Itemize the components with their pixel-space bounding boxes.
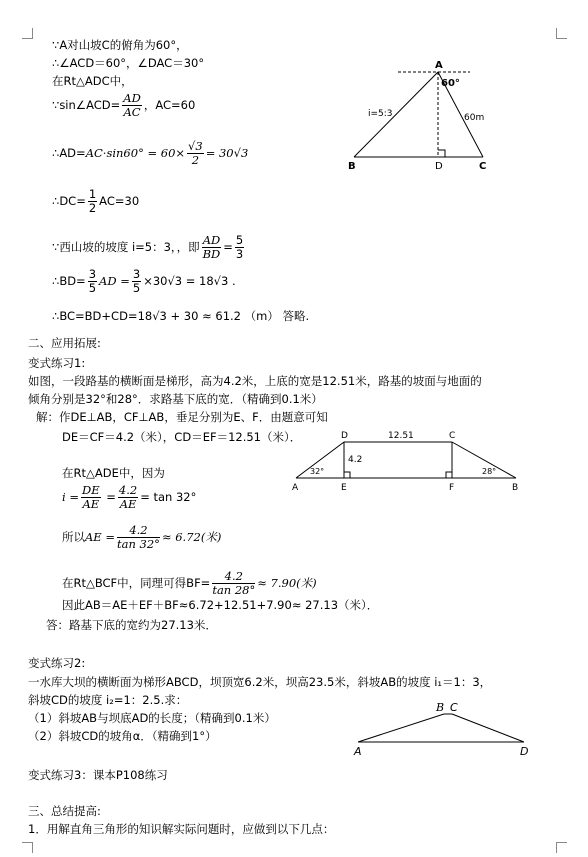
label-E: E bbox=[341, 483, 347, 493]
eq-text: 所以 bbox=[62, 530, 85, 544]
fraction bbox=[81, 484, 101, 511]
text-line: 解：作DE⊥AB，CF⊥AB，垂足分别为E、F．由题意可知 bbox=[36, 410, 328, 424]
text-line: ∴∠ACD＝60°，∠DAC＝30° bbox=[52, 56, 205, 70]
question-text: 如图，一段路基的横断面是梯形，高为4.2米，上底的宽是12.51米，路基的坡面与地面的 bbox=[28, 374, 482, 388]
fraction bbox=[235, 234, 244, 261]
eq-text: AC=30 bbox=[99, 194, 140, 208]
corner-mark-top-left bbox=[22, 28, 33, 39]
label-C: C bbox=[479, 161, 487, 172]
figure-dam-trapezoid bbox=[350, 700, 540, 760]
numerator: 4.2 bbox=[212, 570, 255, 584]
numerator: 1 bbox=[88, 187, 97, 201]
right-angle-mark bbox=[438, 150, 445, 157]
text-line: 在Rt△ADC中， bbox=[52, 74, 133, 88]
text-line: 在Rt△ADE中，因为 bbox=[62, 466, 165, 480]
equation-line bbox=[62, 524, 221, 551]
corner-mark-bottom-right bbox=[556, 842, 567, 853]
eq-text: ∵sin∠ACD= bbox=[52, 98, 121, 112]
label-A: A bbox=[435, 60, 443, 71]
denominator: 2 bbox=[191, 153, 200, 167]
label-D: D bbox=[341, 431, 348, 441]
text-line: 1．用解直角三角形的知识解实际问题时，应做到以下几点： bbox=[28, 822, 335, 836]
numerator: 3 bbox=[132, 267, 141, 281]
text-line: 答：路基下底的宽约为27.13米． bbox=[46, 618, 217, 632]
eq-text: ∴BD= bbox=[52, 274, 86, 288]
right-angle-mark bbox=[446, 472, 452, 478]
label-angle-32: 32° bbox=[310, 467, 325, 476]
denominator: AE bbox=[119, 497, 137, 511]
corner-mark-top-right bbox=[556, 28, 567, 39]
figure-trapezoid-road bbox=[288, 428, 528, 498]
text-line bbox=[28, 374, 482, 388]
label-D: D bbox=[520, 745, 529, 758]
eq-text: ∴DC= bbox=[52, 194, 86, 208]
fraction bbox=[88, 188, 97, 215]
fraction bbox=[117, 524, 160, 551]
text-line: DE＝CF＝4.2（米），CD＝EF＝12.51（米）． bbox=[62, 430, 302, 444]
numerator: 4.2 bbox=[118, 483, 138, 497]
eq-text: ∵西山坡的坡度 i=5：3，，即 bbox=[52, 240, 200, 254]
label-A: A bbox=[292, 483, 299, 493]
fraction bbox=[132, 268, 141, 295]
equation-line: i = $\frac{DE}{AE}$ = $\frac{4.2}{AE}$ = tan 32° bbox=[62, 483, 197, 511]
text-line: 倾角分别是32°和28°．求路基下底的宽．（精确到0.1米） bbox=[28, 392, 323, 406]
label-angle: 60° bbox=[441, 78, 460, 89]
exercise-title: 变式练习1: bbox=[28, 356, 86, 370]
fraction bbox=[122, 92, 142, 119]
label-B: B bbox=[348, 161, 356, 172]
fraction bbox=[187, 140, 204, 167]
eq-text: ，AC=60 bbox=[143, 98, 196, 112]
numerator: DE bbox=[81, 483, 100, 497]
denominator: 2 bbox=[88, 201, 97, 215]
side-ab bbox=[354, 72, 438, 157]
equation-line bbox=[52, 268, 236, 295]
eq-text: AD = bbox=[99, 274, 130, 288]
label-slope: i=5:3 bbox=[368, 109, 393, 119]
label-angle-28: 28° bbox=[482, 467, 497, 476]
label-C: C bbox=[449, 431, 456, 441]
right-angle-mark bbox=[344, 472, 350, 478]
eq-text: AE = bbox=[85, 530, 115, 544]
label-A: A bbox=[354, 745, 362, 758]
side-ab bbox=[358, 714, 444, 742]
text-line: ∵A对山坡C的俯角为60°， bbox=[52, 38, 188, 52]
eq-text: i = bbox=[62, 490, 79, 504]
label-top-width: 12.51 bbox=[388, 431, 414, 441]
eq-text: ≈ 6.72(米) bbox=[161, 530, 222, 544]
denominator: 5 bbox=[132, 281, 141, 295]
fraction bbox=[202, 234, 222, 261]
eq-text: = 30√3 bbox=[205, 146, 249, 160]
denominator: AE bbox=[82, 497, 100, 511]
numerator: AD bbox=[202, 233, 221, 247]
equation-line bbox=[52, 234, 246, 261]
numerator: 4.2 bbox=[117, 524, 160, 538]
numerator: 3 bbox=[88, 267, 97, 281]
figure-triangle-slope bbox=[340, 56, 520, 176]
label-length: 60m bbox=[464, 113, 485, 123]
denominator: 5 bbox=[88, 281, 97, 295]
denominator: tan 32° bbox=[117, 537, 160, 551]
fraction bbox=[118, 484, 138, 511]
label-height: 4.2 bbox=[348, 455, 363, 465]
side-cd bbox=[452, 714, 524, 742]
equation-line bbox=[52, 188, 139, 215]
section-heading: 二、应用拓展: bbox=[28, 336, 101, 350]
label-F: F bbox=[449, 483, 455, 493]
denominator: tan 28° bbox=[212, 583, 256, 597]
equation-line bbox=[52, 140, 248, 167]
numerator: AD bbox=[123, 91, 141, 105]
text-line: （2）斜坡CD的坡角α．（精确到1°） bbox=[28, 729, 217, 743]
text-line: ∴BC=BD+CD=18√3 + 30 ≈ 61.2 （m） 答略. bbox=[52, 309, 310, 323]
numerator: √3 bbox=[188, 139, 203, 153]
label-B: B bbox=[512, 483, 519, 493]
eq-text: = bbox=[223, 240, 233, 254]
denominator: 3 bbox=[235, 247, 244, 261]
label-C: C bbox=[450, 701, 458, 714]
denominator: BD bbox=[202, 247, 221, 261]
label-D: D bbox=[435, 161, 443, 172]
eq-text: AC·sin60° = 60× bbox=[85, 146, 186, 160]
section-heading: 三、总结提高: bbox=[28, 804, 101, 818]
label-B: B bbox=[436, 701, 445, 714]
fraction bbox=[212, 570, 255, 597]
eq-text: ≈ 7.90(米) bbox=[257, 576, 317, 590]
eq-text: = tan 32° bbox=[140, 490, 197, 504]
eq-text: ×30√3 = 18√3 . bbox=[143, 274, 236, 288]
corner-mark-bottom-left bbox=[22, 842, 33, 853]
eq-text: ∴AD= bbox=[52, 146, 86, 160]
text-line: 因此AB＝AE＋EF＋BF≈6.72+12.51+7.90≈ 27.13（米）． bbox=[62, 598, 379, 612]
fraction bbox=[88, 268, 97, 295]
text-line: （1）斜坡AB与坝底AD的长度；（精确到0.1米） bbox=[28, 711, 276, 725]
text-line: 变式练习3：课本P108练习 bbox=[28, 768, 168, 782]
equation-line bbox=[52, 92, 195, 119]
equation-line bbox=[62, 570, 317, 597]
exercise-title: 变式练习2: bbox=[28, 656, 86, 670]
text-line: 一水库大坝的横断面为梯形ABCD，坝顶宽6.2米，坝高23.5米，斜坡AB的坡度 i₁＝1：3， bbox=[28, 675, 492, 689]
numerator: 5 bbox=[235, 233, 244, 247]
text-line: 斜坡CD的坡度 i₂=1：2.5.求： bbox=[28, 693, 188, 707]
denominator: AC bbox=[123, 105, 141, 119]
eq-text: 在Rt△BCF中，同理可得BF= bbox=[62, 576, 211, 590]
